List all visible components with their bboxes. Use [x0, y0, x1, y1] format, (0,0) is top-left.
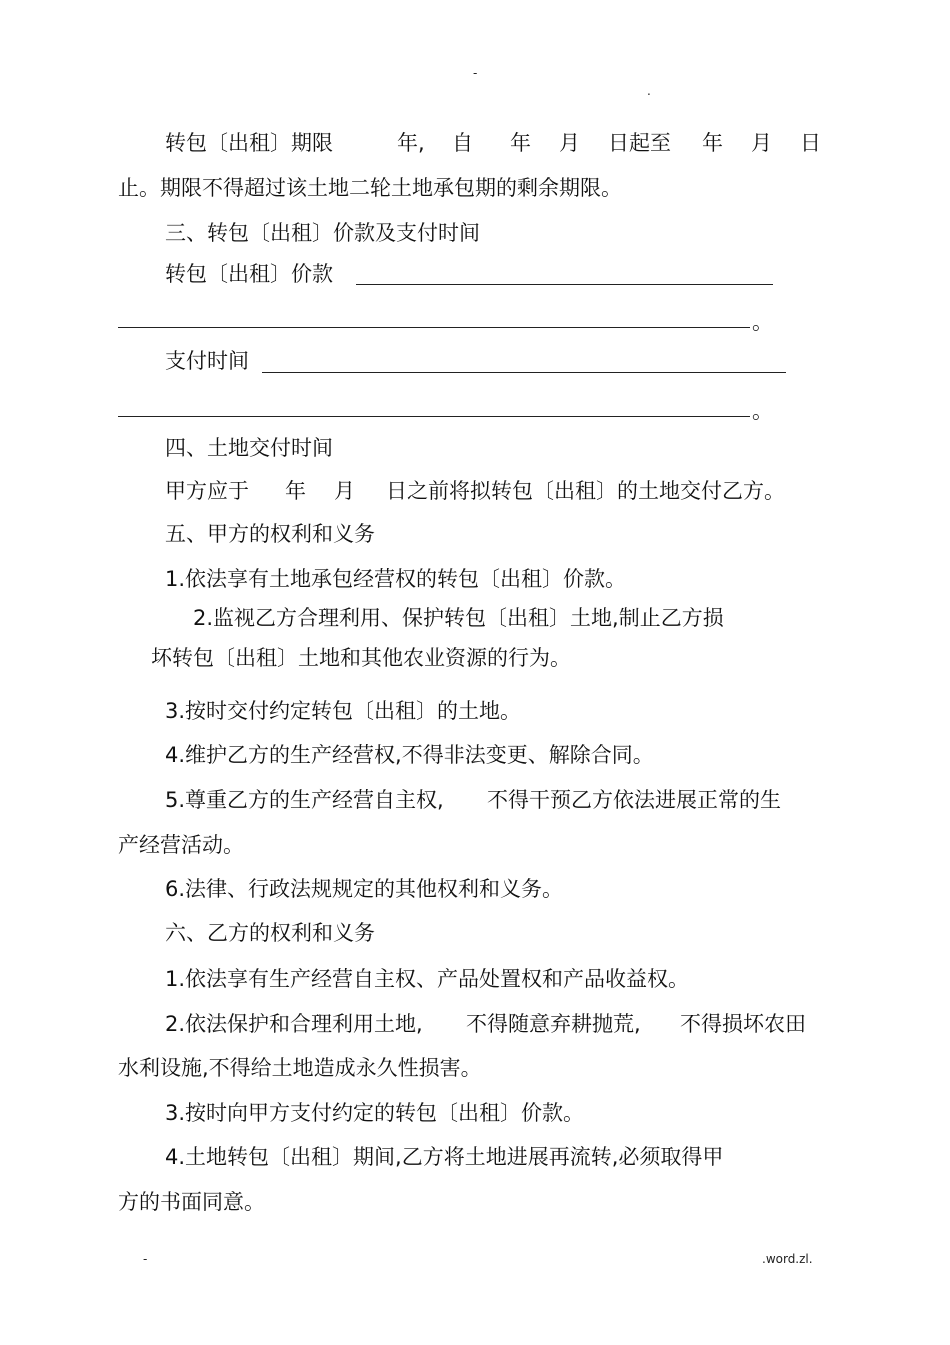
delivery-month: 月: [334, 479, 355, 503]
party-b-item-2-line-2: 水利设施,不得给土地造成永久性损害。: [118, 1056, 482, 1080]
party-a-item-6: 6.法律、行政法规规定的其他权利和义务。: [165, 877, 564, 901]
party-a-item-2-line-1: 2.监视乙方合理利用、保护转包〔出租〕土地,制止乙方损: [193, 606, 724, 630]
party-a-item-5-part-2: 不得干预乙方依法进展正常的生: [487, 788, 781, 812]
party-b-item-2-part-1: 2.依法保护和合理利用土地,: [165, 1012, 423, 1036]
footer-right: .word.zl.: [762, 1252, 813, 1266]
term-day-2: 日: [800, 131, 821, 155]
term-year-1: 年: [510, 131, 531, 155]
term-label: 转包〔出租〕期限: [165, 131, 333, 155]
section-4-heading: 四、土地交付时间: [165, 436, 333, 460]
delivery-text-rest: 日之前将拟转包〔出租〕的土地交付乙方。: [386, 479, 785, 503]
term-from: 自: [452, 131, 473, 155]
party-a-item-2-line-2: 坏转包〔出租〕土地和其他农业资源的行为。: [151, 646, 571, 670]
term-month-1: 月: [559, 131, 580, 155]
party-a-item-3: 3.按时交付约定转包〔出租〕的土地。: [165, 699, 522, 723]
price-label: 转包〔出租〕价款: [165, 262, 333, 286]
term-day-1: 日起至: [608, 131, 671, 155]
party-a-item-4: 4.维护乙方的生产经营权,不得非法变更、解除合同。: [165, 743, 654, 767]
payment-time-period: 。: [752, 399, 773, 423]
party-a-item-1: 1.依法享有土地承包经营权的转包〔出租〕价款。: [165, 567, 627, 591]
term-year: 年,: [397, 131, 425, 155]
party-b-item-4-line-2: 方的书面同意。: [118, 1190, 265, 1214]
party-b-item-4-line-1: 4.土地转包〔出租〕期间,乙方将土地进展再流转,必须取得甲: [165, 1145, 724, 1169]
party-b-item-2-part-3: 不得损坏农田: [680, 1012, 806, 1036]
delivery-text-start: 甲方应于: [165, 479, 249, 503]
term-month-2: 月: [751, 131, 772, 155]
party-a-item-5-part-1: 5.尊重乙方的生产经营自主权,: [165, 788, 444, 812]
payment-time-label: 支付时间: [165, 349, 249, 373]
section-3-heading: 三、转包〔出租〕价款及支付时间: [165, 221, 480, 245]
party-b-item-1: 1.依法享有生产经营自主权、产品处置权和产品收益权。: [165, 967, 690, 991]
section-6-heading: 六、乙方的权利和义务: [165, 921, 375, 945]
delivery-year: 年: [285, 479, 306, 503]
party-b-item-3: 3.按时向甲方支付约定的转包〔出租〕价款。: [165, 1101, 585, 1125]
footer-left: -: [143, 1252, 148, 1266]
term-year-2: 年: [702, 131, 723, 155]
price-period: 。: [752, 310, 773, 334]
price-blank-2: [118, 327, 750, 328]
party-b-item-2-part-2: 不得随意弃耕抛荒,: [466, 1012, 641, 1036]
party-a-item-5-line-2: 产经营活动。: [118, 833, 244, 857]
header-mark-left: -: [473, 66, 478, 80]
section-5-heading: 五、甲方的权利和义务: [165, 522, 375, 546]
payment-time-blank-1: [262, 372, 786, 373]
term-continuation: 止。期限不得超过该土地二轮土地承包期的剩余期限。: [118, 176, 622, 200]
header-mark-right: .: [647, 84, 651, 98]
price-blank-1: [356, 284, 773, 285]
payment-time-blank-2: [118, 416, 750, 417]
